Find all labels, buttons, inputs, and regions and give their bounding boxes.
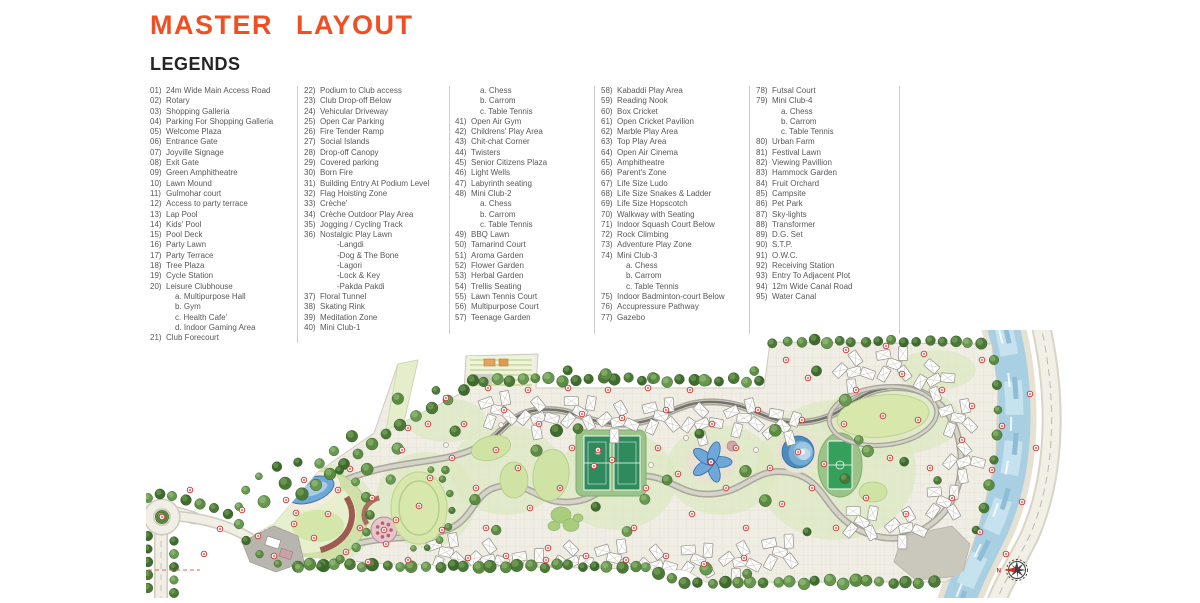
legend-column — [298, 86, 450, 334]
legend-item: 06) Entrance Gate — [150, 137, 218, 147]
legend-item: b. Carrom — [781, 116, 817, 126]
legend-item: 70) Walkway with Seating — [601, 209, 695, 219]
legend-item: 35) Jogging / Cycling Track — [304, 219, 403, 229]
legend-item: 78) Futsal Court — [756, 86, 816, 95]
legend-item: 36) Nostalgic Play Lawn — [304, 230, 393, 240]
legend-item: 39) Meditation Zone — [304, 312, 378, 322]
legend-item: 84) Fruit Orchard — [756, 178, 820, 188]
legend-item: a. Chess — [480, 199, 512, 209]
legend-item: 50) Tamarind Court — [455, 240, 526, 250]
legend-item: 46) Light Wells — [455, 168, 510, 178]
legend-item: 04) Parking For Shopping Galleria — [150, 116, 274, 126]
legend-item: 40) Mini Club-1 — [304, 322, 361, 332]
legend-item: 19) Cycle Station — [150, 271, 214, 281]
legend-item: b. Carrom — [480, 209, 516, 219]
master-plan-illustration — [146, 330, 1066, 598]
legend-item: 52) Flower Garden — [455, 261, 524, 271]
legend-column — [450, 86, 595, 334]
legend-item: -Dog & The Bone — [337, 250, 399, 260]
legend-item: 31) Building Entry At Podium Level — [304, 178, 430, 188]
legend-item: a. Multipurpose Hall — [175, 291, 246, 301]
legend-column — [595, 86, 750, 334]
legend-item: 72) Rock Climbing — [601, 230, 669, 240]
legend-item: 08) Exit Gate — [150, 158, 199, 168]
legend-item: 07) Joyville Signage — [150, 147, 224, 157]
legend-item: 28) Drop-off Canopy — [304, 147, 379, 157]
legend-item: 03) Shopping Galleria — [150, 106, 230, 116]
legend-item: 79) Mini Club-4 — [756, 96, 813, 106]
legend-item: 89) D.G. Set — [756, 230, 803, 240]
legend-item: 68) Life Size Snakes & Ladder — [601, 188, 712, 198]
legends-heading: LEGENDS — [150, 54, 241, 74]
legend-item: 85) Campsite — [756, 188, 806, 198]
legend-item: 88) Transformer — [756, 219, 816, 229]
legend-grid — [150, 86, 900, 343]
legend-item: 58) Kabaddi Play Area — [601, 86, 683, 95]
legend-item: 42) Childrens' Play Area — [455, 127, 543, 137]
legend-item: 23) Club Drop-off Below — [304, 96, 392, 106]
legend-item: 60) Box Cricket — [601, 106, 658, 116]
legend-item: 91) O.W.C. — [756, 250, 798, 260]
legend-item: 54) Trellis Seating — [455, 281, 522, 291]
legend-item: 29) Covered parking — [304, 158, 379, 168]
legend-item: 48) Mini Club-2 — [455, 188, 512, 198]
legend-item: 47) Labyrinth seating — [455, 178, 532, 188]
legend-item: 53) Herbal Garden — [455, 271, 524, 281]
legend-item: 61) Open Cricket Pavilion — [601, 116, 694, 126]
legend-item: 57) Teenage Garden — [455, 312, 531, 322]
legend-item: 24) Vehicular Driveway — [304, 106, 389, 116]
legend-item: 95) Water Canal — [756, 291, 817, 301]
legend-item: 63) Top Play Area — [601, 137, 667, 147]
legend-item: 55) Lawn Tennis Court — [455, 291, 538, 301]
legend-item: 93) Entry To Adjacent Plot — [756, 271, 851, 281]
legend-column — [750, 86, 900, 334]
legend-item: a. Chess — [626, 261, 658, 271]
legend-item: 86) Pet Park — [756, 199, 803, 209]
legend-item: b. Carrom — [626, 271, 662, 281]
legend-item: 13) Lap Pool — [150, 209, 198, 219]
legend-item: 83) Hammock Garden — [756, 168, 837, 178]
legend-item: 26) Fire Tender Ramp — [304, 127, 384, 137]
legend-item: c. Table Tennis — [781, 127, 834, 137]
legend-item: 80) Urban Farm — [756, 137, 815, 147]
legend-item: 37) Floral Tunnel — [304, 291, 367, 301]
legend-item: 74) Mini Club-3 — [601, 250, 658, 260]
legend-item: -Pakda Pakdi — [337, 281, 385, 291]
legend-item: 09) Green Amphitheatre — [150, 168, 238, 178]
legend-item: 66) Parent's Zone — [601, 168, 667, 178]
legend-item: 45) Senior Citizens Plaza — [455, 158, 548, 168]
legend-item: -Langdi — [337, 240, 364, 250]
legend-item: 65) Amphitheatre — [601, 158, 665, 168]
page-title: MASTER LAYOUT — [150, 10, 414, 40]
legend-item: 90) S.T.P. — [756, 240, 793, 250]
legend-item: c. Health Cafe' — [175, 312, 228, 322]
legend-item: c. Table Tennis — [480, 106, 533, 116]
legend-item: b. Carrom — [480, 96, 516, 106]
legend-item: 33) Crèche' — [304, 199, 348, 209]
legend-item: 59) Reading Nook — [601, 96, 668, 106]
legend-item: 94) 12m Wide Canal Road — [756, 281, 853, 291]
legend-item: 87) Sky-lights — [756, 209, 807, 219]
legend-item: 62) Marble Play Area — [601, 127, 678, 137]
legend-item: 22) Podium to Club access — [304, 86, 402, 95]
legend-item: 27) Social Islands — [304, 137, 370, 147]
legend-item: 17) Party Terrace — [150, 250, 214, 260]
legend-item: 25) Open Car Parking — [304, 116, 385, 126]
legend-item: -Lock & Key — [337, 271, 381, 281]
legend-item: 81) Festival Lawn — [756, 147, 821, 157]
legend-item: 05) Welcome Plaza — [150, 127, 222, 137]
legend-item: 76) Accupressure Pathway — [601, 302, 699, 312]
legend-item: 32) Flag Hoisting Zone — [304, 188, 388, 198]
legend-item: 34) Crèche Outdoor Play Area — [304, 209, 414, 219]
legend-item: 16) Party Lawn — [150, 240, 207, 250]
legend-item: 56) Multipurpose Court — [455, 302, 539, 312]
legend-item: -Lagori — [337, 261, 362, 271]
legend-item: b. Gym — [175, 302, 201, 312]
compass-north-label: N — [996, 568, 1001, 575]
legend-item: 92) Receiving Station — [756, 261, 835, 271]
legend-column — [150, 86, 298, 343]
legend-item: 41) Open Air Gym — [455, 116, 522, 126]
legend-item: 15) Pool Deck — [150, 230, 203, 240]
legend-item: 10) Lawn Mound — [150, 178, 212, 188]
legend-item: a. Chess — [781, 106, 813, 116]
legend-item: 18) Tree Plaza — [150, 261, 205, 271]
site-plan-map — [146, 330, 1066, 598]
legend-item: 43) Chit-chat Corner — [455, 137, 530, 147]
legend-item: d. Indoor Gaming Area — [175, 322, 256, 332]
legend-item: 38) Skating Rink — [304, 302, 365, 312]
legend-item: c. Table Tennis — [626, 281, 679, 291]
legend-item: 69) Life Size Hopscotch — [601, 199, 688, 209]
legend-item: 20) Leisure Clubhouse — [150, 281, 233, 291]
legend-item: 51) Aroma Garden — [455, 250, 524, 260]
legend-item: 67) Life Size Ludo — [601, 178, 668, 188]
legend-item: 14) Kids' Pool — [150, 219, 202, 229]
legend-item: a. Chess — [480, 86, 512, 95]
legend-item: 02) Rotary — [150, 96, 190, 106]
legend-item: 30) Born Fire — [304, 168, 353, 178]
legend-item: 71) Indoor Squash Court Below — [601, 219, 715, 229]
legend-item: 44) Twisters — [455, 147, 501, 157]
legend-item: 75) Indoor Badminton-court Below — [601, 291, 725, 301]
legend-item: 64) Open Air Cinema — [601, 147, 678, 157]
legend-item: 21) Club Forecourt — [150, 333, 219, 343]
legend-item: 77) Gazebo — [601, 312, 646, 322]
legend-item: 49) BBQ Lawn — [455, 230, 510, 240]
legend-item: 01) 24m Wide Main Access Road — [150, 86, 271, 95]
legend-item: 12) Access to party terrace — [150, 199, 248, 209]
legend-item: c. Table Tennis — [480, 219, 533, 229]
legend-item: 82) Viewing Pavillion — [756, 158, 832, 168]
legend-item: 73) Adventure Play Zone — [601, 240, 692, 250]
legend-item: 11) Gulmohar court — [150, 188, 222, 198]
